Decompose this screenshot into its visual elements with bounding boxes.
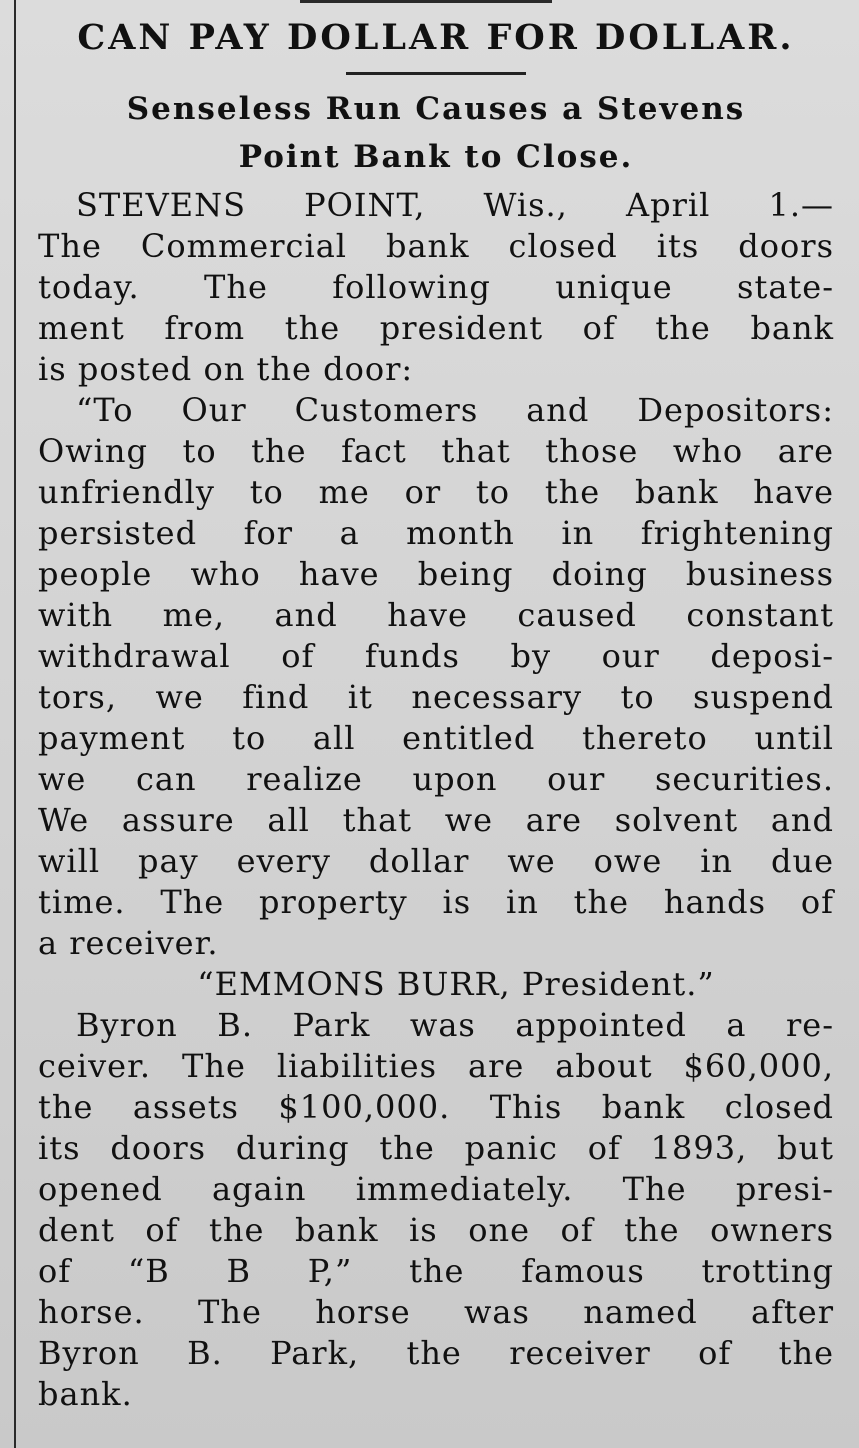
body-line: with me, and have caused constant [38,596,834,634]
body-line: its doors during the panic of 1893, but [38,1129,834,1167]
body-line: unfriendly to me or to the bank have [38,473,834,511]
body-line: bank. [38,1375,133,1413]
body-line: horse. The horse was named after [38,1293,834,1331]
body-line: STEVENS POINT, Wis., April 1.— [76,186,834,224]
body-line: of “B B P,” the famous trotting [38,1252,834,1290]
body-line: the assets $100,000. This bank closed [38,1088,834,1126]
subhead-line-2: Point Bank to Close. [238,139,634,175]
body-line: Byron B. Park, the receiver of the [38,1334,834,1372]
headline-divider [346,72,526,75]
body-line: Byron B. Park was appointed a re- [76,1006,834,1044]
body-line: “To Our Customers and Depositors: [76,391,834,429]
body-line: tors, we find it necessary to suspend [38,678,834,716]
body-line: people who have being doing business [38,555,834,593]
body-line: payment to all entitled thereto until [38,719,834,757]
body-line: withdrawal of funds by our deposi- [38,637,834,675]
body-line: we can realize upon our securities. [38,760,834,798]
article-body [38,185,834,1415]
body-line: The Commercial bank closed its doors [38,227,834,265]
body-line: Owing to the fact that those who are [38,432,834,470]
article [38,14,834,1415]
body-line: opened again immediately. The presi- [38,1170,834,1208]
subhead-line-1: Senseless Run Causes a Stevens [126,91,746,127]
body-line: We assure all that we are solvent and [38,801,834,839]
column-rule [14,0,16,1448]
signature-line: “EMMONS BURR, President.” [197,965,715,1003]
body-line: dent of the bank is one of the owners [38,1211,834,1249]
top-rule [300,0,552,3]
headline: CAN PAY DOLLAR FOR DOLLAR. [77,17,795,58]
body-line: persisted for a month in frightening [38,514,834,552]
body-line: ceiver. The liabilities are about $60,000, [38,1047,834,1085]
body-line: ment from the president of the bank [38,309,834,347]
body-line: a receiver. [38,924,219,962]
body-line: is posted on the door: [38,350,414,388]
body-line: time. The property is in the hands of [38,883,834,921]
body-line: today. The following unique state- [38,268,834,306]
body-line: will pay every dollar we owe in due [38,842,834,880]
